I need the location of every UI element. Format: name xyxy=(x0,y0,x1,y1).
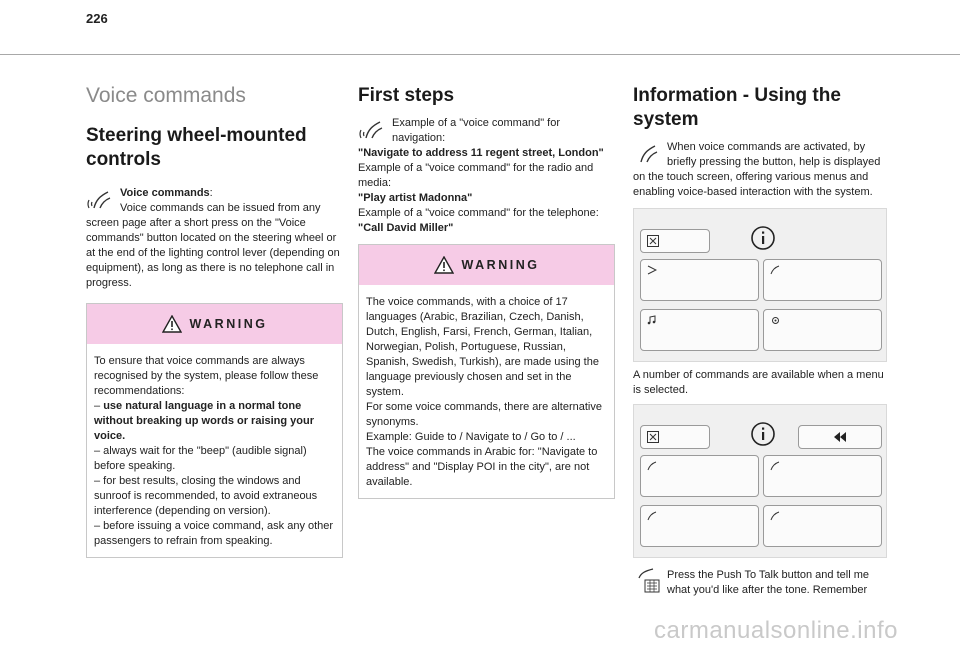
warning-icon xyxy=(162,315,182,333)
warning-text: For some voice commands, there are alternative synonyms. xyxy=(366,401,602,428)
examples-text: Example of a "voice command" for navigation: "Navigate to address 11 regent street, London" Example of a "voice command" for the radio and media: "Play artist Madonna" Example of a "voice command" for the telephone: "Call David Miller" xyxy=(358,117,604,234)
warning-box-1 xyxy=(86,303,343,558)
column-3 xyxy=(633,72,893,598)
info-text: When voice commands are activated, by briefly pressing the button, help is displayed on the touch screen, offering various menus and enabling voice-based interaction with the system. xyxy=(633,141,881,198)
voice-command-icon xyxy=(86,186,116,212)
gear-icon xyxy=(770,315,781,326)
push-to-talk-text: Press the Push To Talk button and tell me what you'd like after the tone. Remember xyxy=(667,569,869,596)
menu-navigation[interactable] xyxy=(640,259,759,301)
help-screen-1 xyxy=(633,208,887,362)
voice-command-icon xyxy=(358,116,388,142)
voice-icon xyxy=(770,265,780,275)
menu-media[interactable] xyxy=(640,309,759,351)
voice-commands-paragraph xyxy=(86,186,343,291)
close-icon xyxy=(647,431,659,443)
examples-paragraph xyxy=(358,116,615,236)
menu-option[interactable] xyxy=(640,455,759,497)
heading-steering-controls: Steering wheel-mounted controls xyxy=(86,125,307,170)
back-field[interactable] xyxy=(798,425,882,449)
heading-first-steps: First steps xyxy=(358,85,455,106)
menu-settings[interactable] xyxy=(763,309,882,351)
column-2 xyxy=(358,72,615,499)
warning-icon xyxy=(434,256,454,274)
menu-option[interactable] xyxy=(763,455,882,497)
warning-item: – before issuing a voice command, ask any other passengers to refrain from speaking. xyxy=(94,520,334,547)
voice-icon xyxy=(647,461,657,471)
push-to-talk-paragraph xyxy=(633,568,893,598)
warning-box-2 xyxy=(358,244,615,499)
close-field[interactable] xyxy=(640,229,710,253)
page-number: 226 xyxy=(86,11,108,26)
section-title: Voice commands xyxy=(86,84,246,107)
music-icon xyxy=(647,315,657,325)
warning-header xyxy=(87,304,342,344)
info-icon[interactable] xyxy=(750,225,776,251)
voice-command-icon xyxy=(633,140,663,166)
heading-information: Information - Using the system xyxy=(633,85,841,130)
info-paragraph xyxy=(633,140,893,200)
voice-commands-text: Voice commands: Voice commands can be issued from any screen page after a short press on the "Voice commands" button located on the steering wheel or at the end of the lighting control lever (depending on equipment), as long as there is no telephone call in progress. xyxy=(86,187,340,289)
menu-option[interactable] xyxy=(640,505,759,547)
warning-text: The voice commands in Arabic for: "Navigate to address" and "Display POI in the city", are not available. xyxy=(366,446,598,488)
voice-icon xyxy=(770,511,780,521)
column-1 xyxy=(86,72,343,558)
warning-body xyxy=(87,344,342,557)
voice-icon xyxy=(770,461,780,471)
push-to-talk-icon xyxy=(633,568,663,594)
close-field[interactable] xyxy=(640,425,710,449)
header-rule xyxy=(0,54,960,55)
voice-icon xyxy=(647,511,657,521)
navigation-icon xyxy=(647,265,657,275)
warning-title: WARNING xyxy=(189,317,268,331)
back-icon xyxy=(833,431,847,443)
close-icon xyxy=(647,235,659,247)
warning-text: The voice commands, with a choice of 17 languages (Arabic, Brazilian, Czech, Danish, Dutch, English, Farsi, French, German, Italian, Norwegian, Polish, Portuguese, Russian, Spanish, Swedish, Turkish), are made using the language previously chosen and set in the system. xyxy=(366,296,599,398)
menu-option[interactable] xyxy=(763,505,882,547)
info-icon[interactable] xyxy=(750,421,776,447)
help-screen-2 xyxy=(633,404,887,558)
watermark: carmanualsonline.info xyxy=(654,617,898,644)
warning-body xyxy=(359,285,614,498)
warning-item: – for best results, closing the windows and sunroof is recommended, to avoid extraneous interference (depending on version). xyxy=(94,475,318,517)
caption-text: A number of commands are available when a menu is selected. xyxy=(633,369,884,396)
warning-item: – use natural language in a normal tone without breaking up words or raising your voice. xyxy=(94,400,315,442)
warning-title: WARNING xyxy=(461,258,540,272)
warning-item: – always wait for the "beep" (audible signal) before speaking. xyxy=(94,445,307,472)
menu-phone[interactable] xyxy=(763,259,882,301)
warning-text: Example: Guide to / Navigate to / Go to / ... xyxy=(366,431,576,443)
warning-intro: To ensure that voice commands are always recognised by the system, please follow these recommendations: xyxy=(94,355,319,397)
warning-header xyxy=(359,245,614,285)
